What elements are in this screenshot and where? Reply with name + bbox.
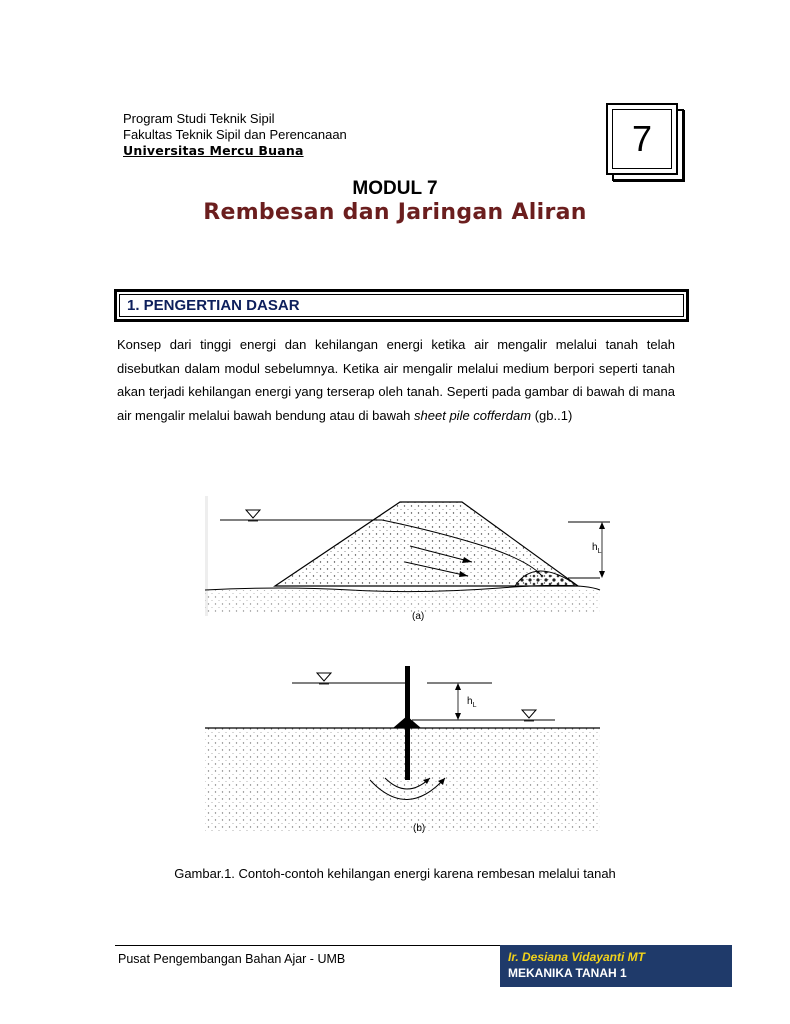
university-label: Universitas Mercu Buana xyxy=(123,143,304,158)
footer-publisher: Pusat Pengembangan Bahan Ajar - UMB xyxy=(118,952,346,966)
footer-course: MEKANIKA TANAH 1 xyxy=(508,966,627,980)
footer-author-box xyxy=(500,945,732,987)
program-label: Program Studi Teknik Sipil xyxy=(123,111,275,126)
head-loss-label-b: $h_L$ xyxy=(467,696,477,709)
footer-divider xyxy=(115,945,500,946)
module-number: 7 xyxy=(612,109,672,169)
body-paragraph xyxy=(117,333,675,427)
section-heading: 1. PENGERTIAN DASAR xyxy=(119,294,684,317)
module-label: MODUL 7 xyxy=(352,178,438,199)
figure-caption: Gambar.1. Contoh-contoh kehilangan energi karena rembesan melalui tanah xyxy=(174,866,616,881)
figure-a-label: (a) xyxy=(412,611,425,622)
section-heading-box xyxy=(114,289,689,322)
paragraph-text-before: Konsep dari tinggi energi dan kehilangan energi ketika air mengalir melalui tanah telah disebutkan dalam modul sebelumnya. Ketika air mengalir melalui medium berpori seperti tanah akan terjadi kehilangan energi yang terserap oleh tanah. Seperti pada gambar di bawah di mana air mengalir melalui bawah bendung atau di bawah xyxy=(117,337,675,423)
paragraph-italic-term: sheet pile cofferdam xyxy=(414,407,532,423)
head-loss-label-a: $h_L$ xyxy=(592,542,602,555)
module-number-box xyxy=(606,103,678,175)
faculty-label: Fakultas Teknik Sipil dan Perencanaan xyxy=(123,127,347,142)
figure-b-label: (b) xyxy=(413,823,426,834)
paragraph-text-after: (gb..1) xyxy=(531,407,573,423)
footer-author: Ir. Desiana Vidayanti MT xyxy=(508,950,645,964)
figure-a-dam-seepage xyxy=(200,490,600,630)
figure-b-sheet-pile xyxy=(200,650,600,840)
module-title: Rembesan dan Jaringan Aliran xyxy=(203,200,587,225)
